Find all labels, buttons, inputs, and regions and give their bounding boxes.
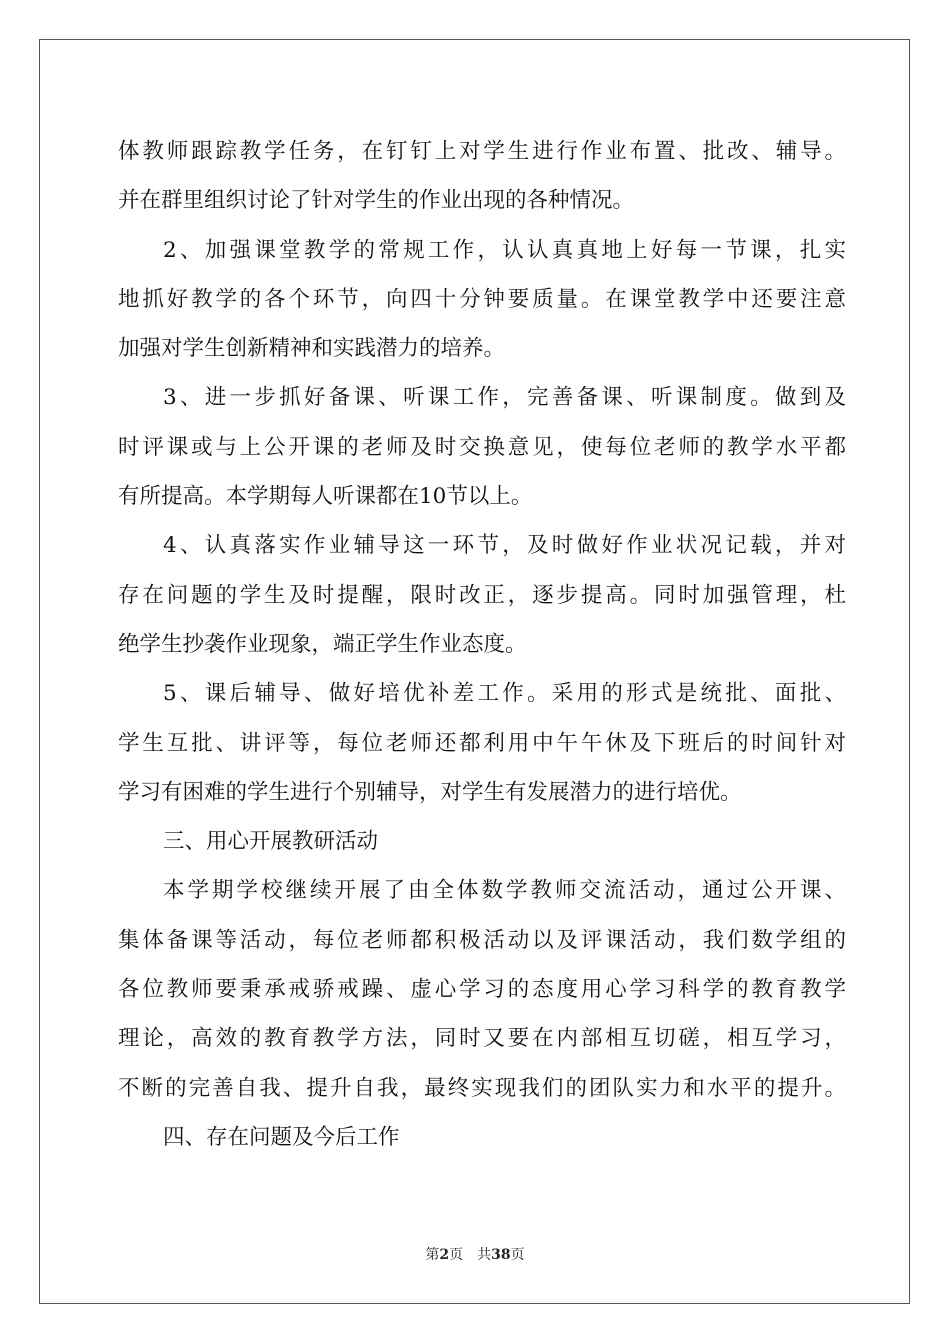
page-prefix: 第 xyxy=(425,1247,440,1263)
text-line: 各位教师要秉承戒骄戒躁、虚心学习的态度用心学习科学的教育教学 xyxy=(118,977,846,1003)
total-unit: 页 xyxy=(510,1247,525,1263)
text-line: 3、进一步抓好备课、听课工作，完善备课、听课制度。做到及 xyxy=(163,385,846,411)
text-line: 绝学生抄袭作业现象，端正学生作业态度。 xyxy=(118,631,527,657)
text-line: 时评课或与上公开课的老师及时交换意见，使每位老师的教学水平都 xyxy=(118,434,846,460)
text-line: 学生互批、讲评等，每位老师还都利用中午午休及下班后的时间针对 xyxy=(118,730,846,756)
page-unit: 页 xyxy=(449,1247,464,1263)
text-line: 学习有困难的学生进行个别辅导，对学生有发展潜力的进行培优。 xyxy=(118,779,742,805)
page-footer xyxy=(0,1244,950,1264)
text-line: 不断的完善自我、提升自我，最终实现我们的团队实力和水平的提升。 xyxy=(118,1075,846,1101)
text-line: 加强对学生创新精神和实践潜力的培养。 xyxy=(118,336,506,362)
text-line: 体教师跟踪教学任务，在钉钉上对学生进行作业布置、批改、辅导。 xyxy=(118,139,846,164)
text-line: 存在问题的学生及时提醒，限时改正，逐步提高。同时加强管理，杜 xyxy=(118,582,846,608)
text-line: 理论，高效的教育教学方法，同时又要在内部相互切磋，相互学习， xyxy=(118,1026,846,1052)
total-prefix: 共 xyxy=(477,1247,492,1263)
total-pages: 38 xyxy=(491,1247,511,1263)
section-heading: 四、存在问题及今后工作 xyxy=(163,1124,400,1150)
text-line: 4、认真落实作业辅导这一环节，及时做好作业状况记载，并对 xyxy=(163,533,846,559)
text-line: 地抓好教学的各个环节，向四十分钟要质量。在课堂教学中还要注意 xyxy=(118,286,846,312)
text-line: 5、课后辅导、做好培优补差工作。采用的形式是统批、面批、 xyxy=(163,681,846,707)
page-number: 2 xyxy=(439,1247,450,1263)
text-line: 本学期学校继续开展了由全体数学教师交流活动，通过公开课、 xyxy=(163,878,846,904)
section-heading: 三、用心开展教研活动 xyxy=(163,829,379,855)
text-line: 并在群里组织讨论了针对学生的作业出现的各种情况。 xyxy=(118,188,635,214)
text-line: 集体备课等活动，每位老师都积极活动以及评课活动，我们数学组的 xyxy=(118,927,846,953)
text-line: 有所提高。本学期每人听课都在10节以上。 xyxy=(118,484,533,510)
text-line: 2、加强课堂教学的常规工作，认认真真地上好每一节课，扎实 xyxy=(163,237,846,263)
document-body xyxy=(118,127,846,1162)
